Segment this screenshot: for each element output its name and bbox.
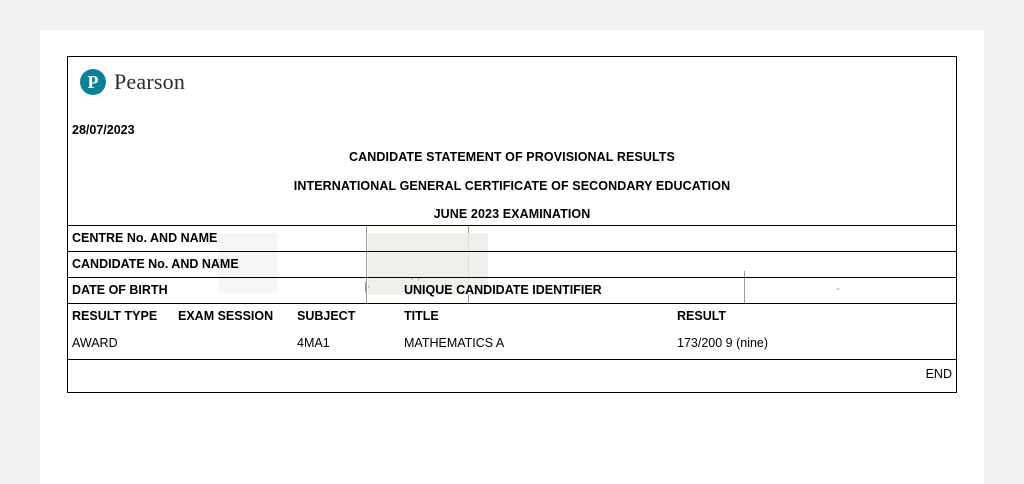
header-title: TITLE	[404, 309, 439, 323]
table-row	[68, 329, 956, 359]
redaction-mark-b: -	[836, 283, 840, 295]
pearson-logo	[80, 69, 185, 95]
title-line-2: INTERNATIONAL GENERAL CERTIFICATE OF SECONDARY EDUCATION	[293, 178, 731, 193]
cell-result-type: AWARD	[72, 336, 118, 350]
pearson-wordmark: Pearson	[114, 69, 186, 94]
results-header-row	[68, 303, 956, 329]
dob-label: DATE OF BIRTH	[72, 283, 168, 297]
certificate-statement	[67, 56, 957, 393]
pearson-mark-icon: P	[80, 69, 106, 95]
header-exam-session: EXAM SESSION	[178, 309, 274, 323]
issue-date: 28/07/2023	[72, 123, 135, 137]
redaction-mark-c: |·	[364, 281, 371, 293]
cell-title: MATHEMATICS A	[404, 336, 505, 350]
centre-label: CENTRE No. AND NAME	[72, 231, 218, 245]
table-row-centre	[68, 225, 956, 251]
candidate-label: CANDIDATE No. AND NAME	[72, 257, 239, 271]
end-row	[68, 360, 956, 388]
statement-table	[68, 225, 956, 388]
header-result-type: RESULT TYPE	[72, 309, 158, 323]
redaction-mark-a: · ·	[410, 273, 421, 285]
table-row-dob	[68, 277, 956, 303]
title-block	[68, 151, 956, 221]
title-line-3: JUNE 2023 EXAMINATION	[433, 207, 591, 221]
uci-label: UNIQUE CANDIDATE IDENTIFIER	[404, 283, 602, 297]
header-subject: SUBJECT	[297, 309, 356, 323]
header-result: RESULT	[677, 309, 727, 323]
table-row-candidate	[68, 251, 956, 277]
document-page	[40, 30, 984, 484]
title-line-1: CANDIDATE STATEMENT OF PROVISIONAL RESULTS	[349, 150, 675, 164]
cell-subject: 4MA1	[297, 336, 330, 350]
cell-result: 173/200 9 (nine)	[677, 336, 769, 350]
end-label: END	[925, 367, 952, 381]
